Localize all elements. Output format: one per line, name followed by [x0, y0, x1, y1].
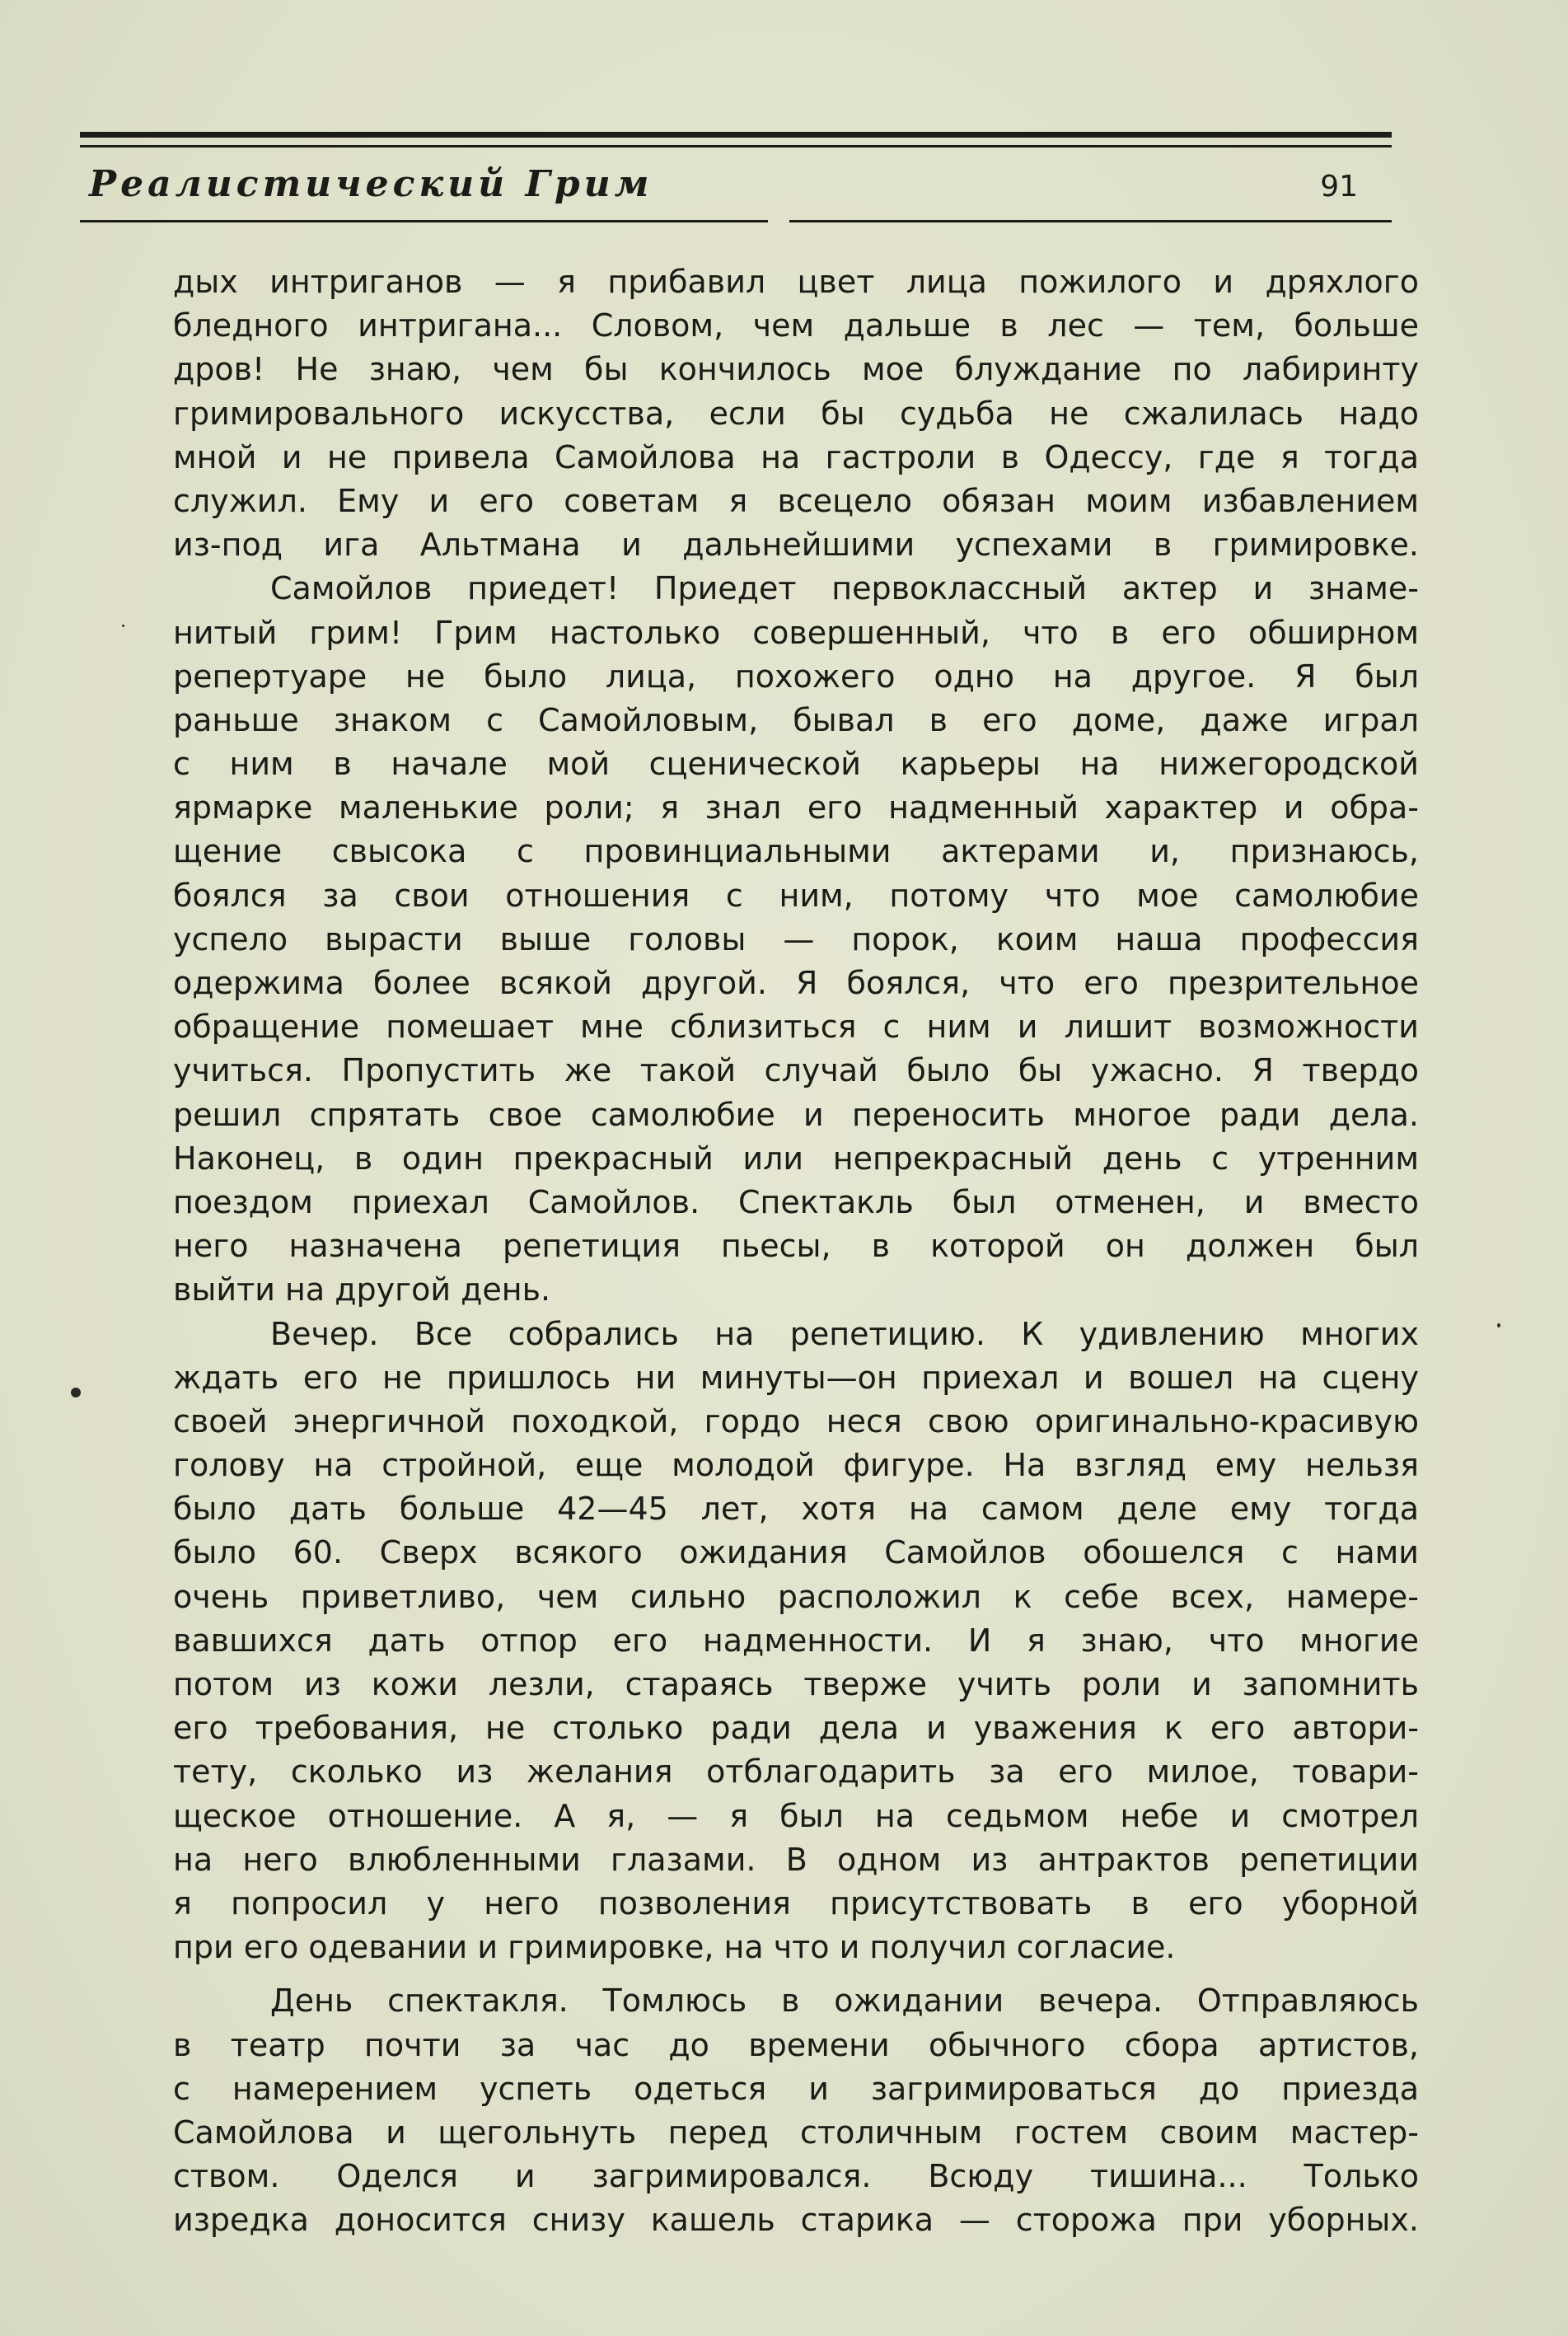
text-line: успело вырасти выше головы — порок, коим наша профессия — [173, 920, 1419, 957]
ink-speck — [71, 1388, 81, 1397]
text-line: одержима более всякой другой. Я боялся, что его презрительное — [173, 965, 1419, 1001]
ink-speck — [122, 625, 124, 627]
header-underline-left — [80, 220, 768, 222]
text-line: при его одевании и гримировке, на что и получил согласие. — [173, 1929, 1176, 1966]
text-line: служил. Ему и его советам я всецело обязан моим избавлением — [173, 482, 1419, 519]
text-line: Самойлова и щегольнуть перед столичным гостем своим мастер- — [173, 2114, 1419, 2151]
text-line: очень приветливо, чем сильно расположил к себе всех, намере- — [173, 1578, 1419, 1615]
text-line: тету, сколько из желания отблагодарить за его милое, товари- — [173, 1753, 1419, 1791]
text-line: в театр почти за час до времени обычного сбора артистов, — [173, 2026, 1419, 2063]
text-line: нитый грим! Грим настолько совершенный, что в его обширном — [173, 614, 1419, 651]
text-line: гримировального искусства, если бы судьба не сжалилась надо — [173, 395, 1419, 432]
text-line: Наконец, в один прекрасный или непрекрасный день с утренним — [173, 1140, 1419, 1177]
text-line: Вечер. Все собрались на репетицию. К удивлению многих — [270, 1315, 1419, 1352]
text-line: ством. Оделся и загримировался. Всюду тишина... Только — [173, 2158, 1419, 2195]
running-title: Реалистический Грим — [89, 163, 653, 205]
header-rule-thin — [80, 145, 1392, 147]
text-line: репертуаре не было лица, похожего одно на другое. Я был — [173, 658, 1419, 695]
header-rule-thick — [80, 132, 1392, 138]
text-line: из-под ига Альтмана и дальнейшими успехами в гримировке. — [173, 527, 1419, 564]
text-line: дров! Не знаю, чем бы кончилось мое блуждание по лабиринту — [173, 351, 1419, 388]
ink-speck — [1497, 1323, 1500, 1327]
text-line: мной и не привела Самойлова на гастроли в Одессу, где я тогда — [173, 438, 1419, 475]
page-number: 91 — [1320, 170, 1358, 204]
text-line: учиться. Пропустить же такой случай было бы ужасно. Я твердо — [173, 1052, 1419, 1089]
text-line: щеское отношение. А я, — я был на седьмом небе и смотрел — [173, 1797, 1419, 1834]
text-line: своей энергичной походкой, гордо неся свою оригинально-красивую — [173, 1402, 1419, 1440]
text-line: изредка доносится снизу кашель старика — сторожа при уборных. — [173, 2202, 1419, 2239]
body-text — [173, 260, 1419, 2242]
text-line: День спектакля. Томлюсь в ожидании вечера. Отправляюсь — [270, 1983, 1419, 2020]
text-line: боялся за свои отношения с ним, потому что мое самолюбие — [173, 877, 1419, 914]
text-line: его требования, не столько ради дела и уважения к его автори- — [173, 1710, 1419, 1747]
text-line: щение свысока с провинциальными актерами и, признаюсь, — [173, 833, 1419, 870]
text-line: ярмарке маленькие роли; я знал его надменный характер и обра- — [173, 789, 1419, 826]
text-line: бледного интригана... Словом, чем дальше в лес — тем, больше — [173, 307, 1419, 344]
text-line: раньше знаком с Самойловым, бывал в его доме, даже играл — [173, 701, 1419, 738]
text-line: него назначена репетиция пьесы, в которой он должен был — [173, 1228, 1419, 1265]
text-line: было 60. Сверх всякого ожидания Самойлов обошелся с нами — [173, 1534, 1419, 1571]
text-line: Самойлов приедет! Приедет первоклассный актер и знаме- — [270, 570, 1419, 607]
text-line: было дать больше 42—45 лет, хотя на самом деле ему тогда — [173, 1491, 1419, 1528]
text-line: с ним в начале мой сценической карьеры на нижегородской — [173, 746, 1419, 783]
text-line: с намерением успеть одеться и загримироваться до приезда — [173, 2070, 1419, 2107]
header-underline-right — [789, 220, 1392, 222]
text-line: потом из кожи лезли, стараясь тверже учить роли и запомнить — [173, 1666, 1419, 1702]
text-line: дых интриганов — я прибавил цвет лица пожилого и дряхлого — [173, 264, 1419, 300]
text-line: выйти на другой день. — [173, 1271, 551, 1308]
text-line: голову на стройной, еще молодой фигуре. На взгляд ему нельзя — [173, 1447, 1419, 1484]
text-line: решил спрятать свое самолюбие и переносить многое ради дела. — [173, 1096, 1419, 1133]
text-line: вавшихся дать отпор его надменности. И я знаю, что многие — [173, 1622, 1419, 1659]
text-line: я попросил у него позволения присутствовать в его уборной — [173, 1884, 1419, 1922]
text-line: поездом приехал Самойлов. Спектакль был отменен, и вместо — [173, 1183, 1419, 1220]
text-line: на него влюбленными глазами. В одном из антрактов репетиции — [173, 1841, 1419, 1878]
text-line: ждать его не пришлось ни минуты—он приехал и вошел на сцену — [173, 1359, 1419, 1396]
text-line: обращение помешает мне сблизиться с ним и лишит возможности — [173, 1009, 1419, 1046]
